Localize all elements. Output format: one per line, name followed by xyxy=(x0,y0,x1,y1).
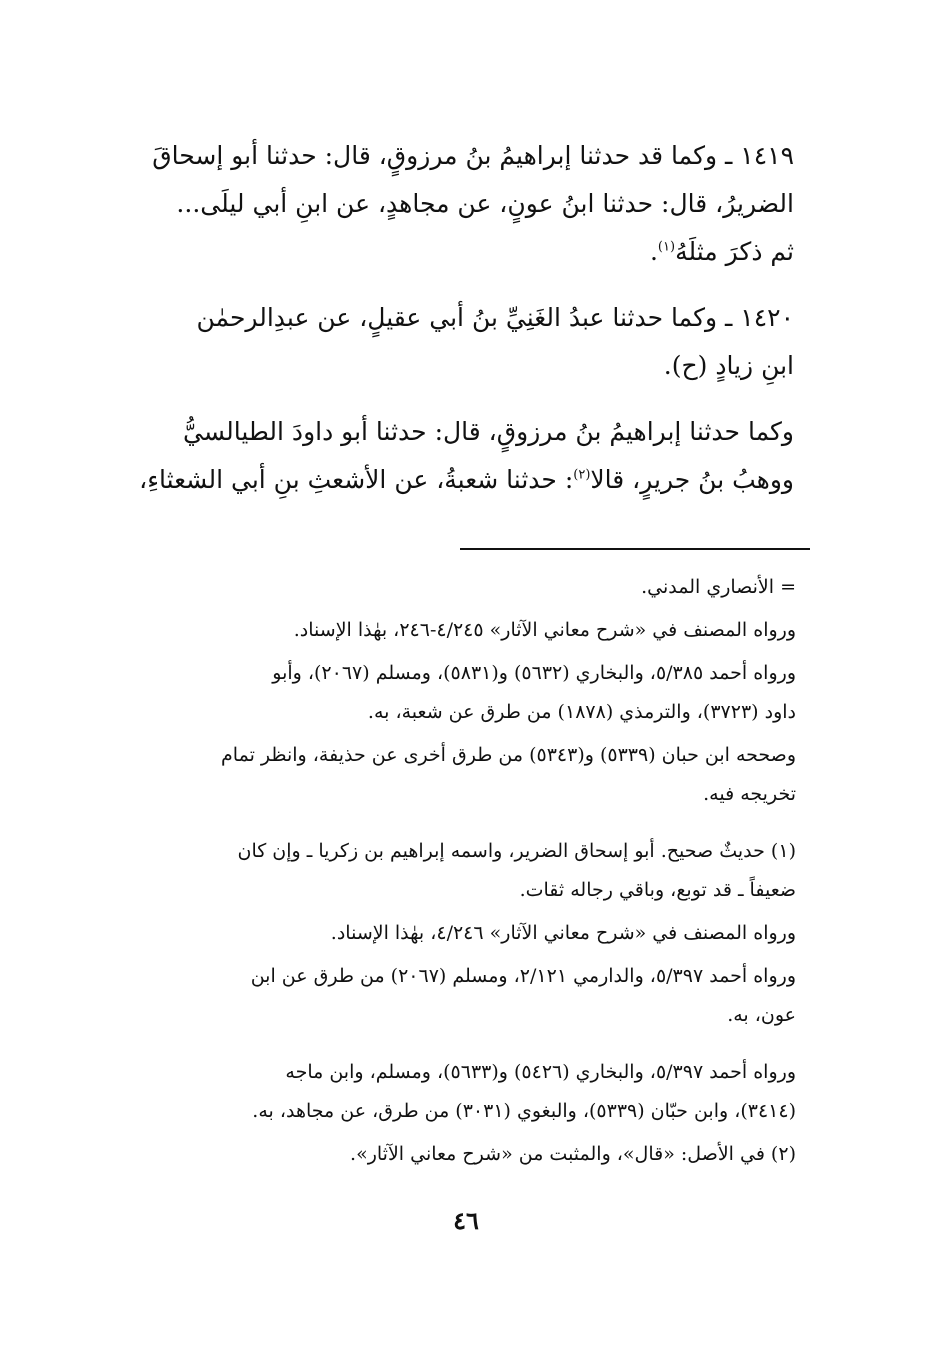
footnote-ref-1[interactable]: (١) xyxy=(657,239,676,255)
second-chain-line-1: وكما حدثنا إبراهيمُ بنُ مرزوقٍ، قال: حدثنا أبو داودَ الطيالسيُّ xyxy=(183,417,794,446)
hadith-1420-second-chain xyxy=(104,408,794,504)
footnote-prev-source-3 xyxy=(76,736,796,814)
hadith-1419-line-3 xyxy=(104,228,794,276)
footnote-2 xyxy=(76,1135,796,1174)
footnote-1-source-1 xyxy=(76,914,796,953)
hadith-1419-line-1: ١٤١٩ ـ وكما قد حدثنا إبراهيمُ بنُ مرزوقٍ، قال: حدثنا أبو إسحاقَ xyxy=(152,141,794,170)
hadith-1419-line-3-end: . xyxy=(649,237,658,266)
hadith-1419 xyxy=(104,132,794,276)
footnote-continuation xyxy=(76,568,796,607)
footnote-1-source-2 xyxy=(76,957,796,1035)
main-text xyxy=(104,132,794,522)
footnote-1-source-2-line-2: عون، به. xyxy=(727,1004,796,1026)
footnote-1-source-3-line-1: ورواه أحمد ٥/٣٩٧، والبخاري (٥٤٢٦) و(٥٦٣٣)، ومسلم، وابن ماجه xyxy=(285,1061,796,1083)
hadith-1420-line-2: ابنِ زيادٍ (ح). xyxy=(663,351,794,380)
footnote-ref-2[interactable]: (٢) xyxy=(573,467,591,483)
footnote-prev-source-1-line-1: ورواه المصنف في «شرح معاني الآثار» ٤/٢٤٥-٢٤٦، بهٰذا الإسناد. xyxy=(293,619,796,641)
footnote-prev-source-3-line-1: وصححه ابن حبان (٥٣٣٩) و(٥٣٤٣) من طرق أخرى عن حذيفة، وانظر تمام xyxy=(221,744,796,766)
footnotes-section xyxy=(76,568,796,1178)
hadith-1419-line-2: الضريرُ، قال: حدثنا ابنُ عونٍ، عن مجاهدٍ، عن ابنِ أبي ليلَى... xyxy=(176,189,794,218)
footnote-2-line-1: (٢) في الأصل: «قال»، والمثبت من «شرح معاني الآثار». xyxy=(350,1143,796,1165)
footnote-1-source-3-line-2: (٣٤١٤)، وابن حبّان (٥٣٣٩)، والبغوي (٣٠٣١) من طرق، عن مجاهد، به. xyxy=(252,1100,796,1122)
footnote-separator xyxy=(460,548,810,550)
footnote-1-source-2-line-1: ورواه أحمد ٥/٣٩٧، والدارمي ٢/١٢١، ومسلم (٢٠٦٧) من طرق عن ابن xyxy=(250,965,796,987)
second-chain-line-2a: ووهبُ بنُ جريرٍ، قالا xyxy=(590,465,794,494)
footnote-continuation-line-1: = الأنصاري المدني. xyxy=(641,576,796,598)
second-chain-line-2b: : حدثنا شعبةُ، عن الأشعثِ بنِ أبي الشعثاءِ، xyxy=(139,465,574,494)
hadith-1419-line-3-text: ثم ذكرَ مثلَهُ xyxy=(675,237,794,266)
footnote-prev-source-2-line-2: داود (٣٧٢٣)، والترمذي (١٨٧٨) من طرق عن شعبة، به. xyxy=(367,701,796,723)
footnote-1-line-1: (١) حديثٌ صحيح. أبو إسحاق الضرير، واسمه إبراهيم بن زكريا ـ وإن كان xyxy=(237,840,796,862)
footnote-gap xyxy=(76,818,796,832)
hadith-1420-line-1: ١٤٢٠ ـ وكما حدثنا عبدُ الغَنِيِّ بنُ أبي عقيلٍ، عن عبدِالرحمٰن xyxy=(196,303,794,332)
footnote-1-line-2: ضعيفاً ـ قد توبع، وباقي رجاله ثقات. xyxy=(519,879,796,901)
footnote-prev-source-2 xyxy=(76,654,796,732)
footnote-1-source-3 xyxy=(76,1053,796,1131)
footnote-prev-source-3-line-2: تخريجه فيه. xyxy=(703,783,796,805)
second-chain-line-2 xyxy=(104,456,794,504)
footnote-prev-source-1 xyxy=(76,611,796,650)
footnote-gap-2 xyxy=(76,1039,796,1053)
footnote-prev-source-2-line-1: ورواه أحمد ٥/٣٨٥، والبخاري (٥٦٣٢) و(٥٨٣١)، ومسلم (٢٠٦٧)، وأبو xyxy=(272,662,796,684)
hadith-1420 xyxy=(104,294,794,390)
footnote-1 xyxy=(76,832,796,910)
footnote-1-source-1-line-1: ورواه المصنف في «شرح معاني الآثار» ٤/٢٤٦، بهٰذا الإسناد. xyxy=(330,922,796,944)
page-number: ٤٦ xyxy=(453,1206,479,1235)
